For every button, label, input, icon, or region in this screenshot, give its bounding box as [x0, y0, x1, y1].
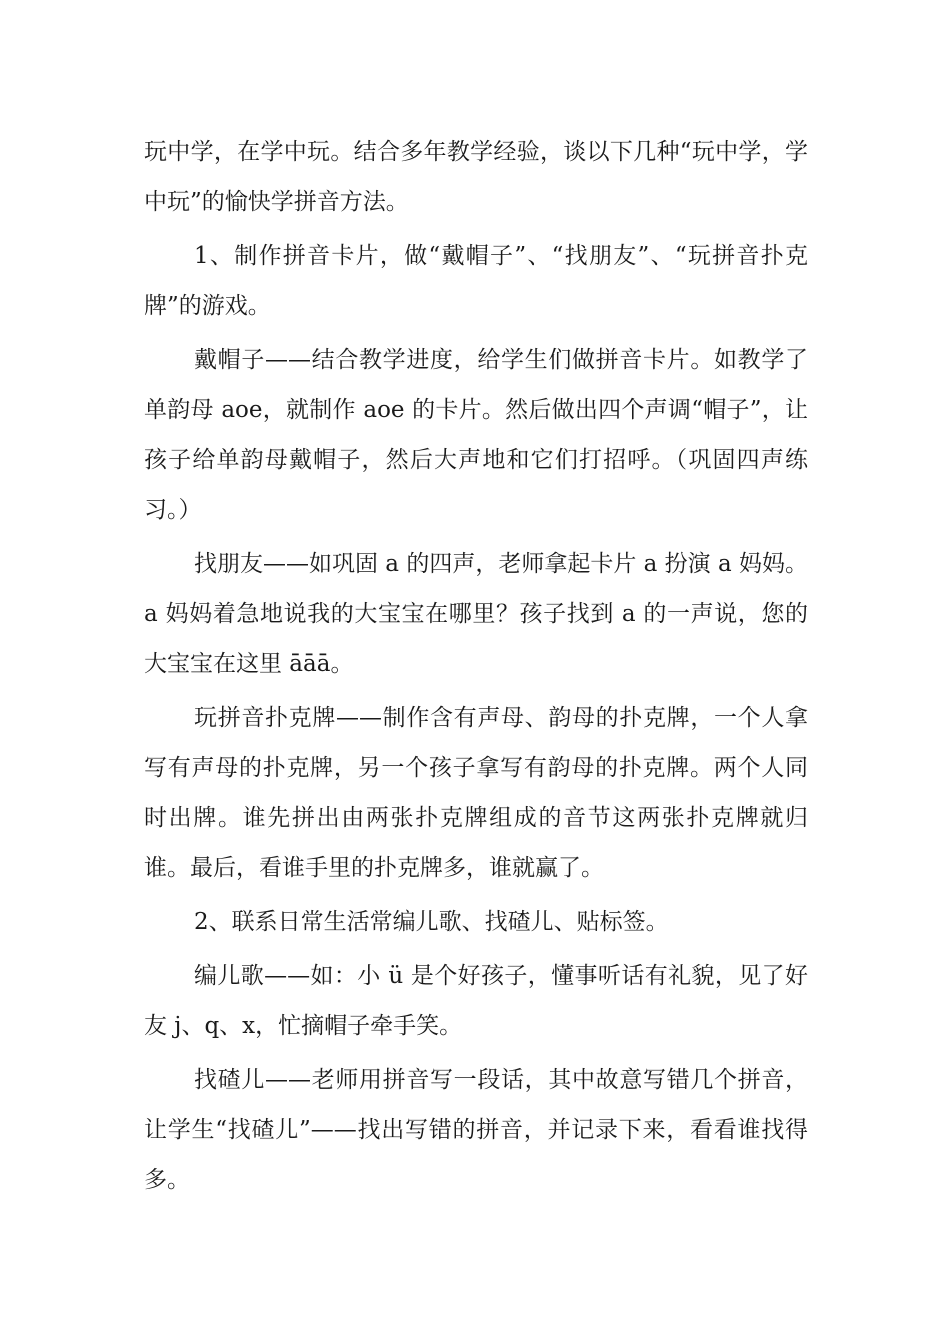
paragraph-continuation: 玩中学，在学中玩。结合多年教学经验，谈以下几种“玩中学，学中玩”的愉快学拼音方法。 — [144, 139, 808, 215]
paragraph-find-errors: 找碴儿——老师用拼音写一段话，其中故意写错几个拼音，让学生“找碴儿”——找出写错的拼音，并记录下来，看看谁找得多。 — [144, 1067, 808, 1193]
paragraph-make-rhymes: 编儿歌——如：小 ü 是个好孩子，懂事听话有礼貌，见了好友 j、q、x，忙摘帽子牵手笑。 — [144, 963, 808, 1039]
paragraph-wear-hat: 戴帽子——结合教学进度，给学生们做拼音卡片。如教学了单韵母 aoe，就制作 aoe 的卡片。然后做出四个声调“帽子”，让孩子给单韵母戴帽子，然后大声地和它们打招呼。（巩固四声练习。） — [144, 347, 808, 523]
document-body — [144, 127, 808, 1205]
paragraph-pinyin-poker: 玩拼音扑克牌——制作含有声母、韵母的扑克牌，一个人拿写有声母的扑克牌，另一个孩子拿写有韵母的扑克牌。两个人同时出牌。谁先拼出由两张扑克牌组成的音节这两张扑克牌就归谁。最后，看谁手里的扑克牌多，谁就赢了。 — [144, 705, 808, 881]
paragraph-section-1-heading: 1、制作拼音卡片，做“戴帽子”、“找朋友”、“玩拼音扑克牌”的游戏。 — [144, 243, 808, 319]
paragraph-find-friend: 找朋友——如巩固 a 的四声，老师拿起卡片 a 扮演 a 妈妈。a 妈妈着急地说我的大宝宝在哪里？孩子找到 a 的一声说，您的大宝宝在这里 āāā。 — [144, 551, 809, 677]
paragraph-section-2-heading: 2、联系日常生活常编儿歌、找碴儿、贴标签。 — [194, 909, 669, 935]
